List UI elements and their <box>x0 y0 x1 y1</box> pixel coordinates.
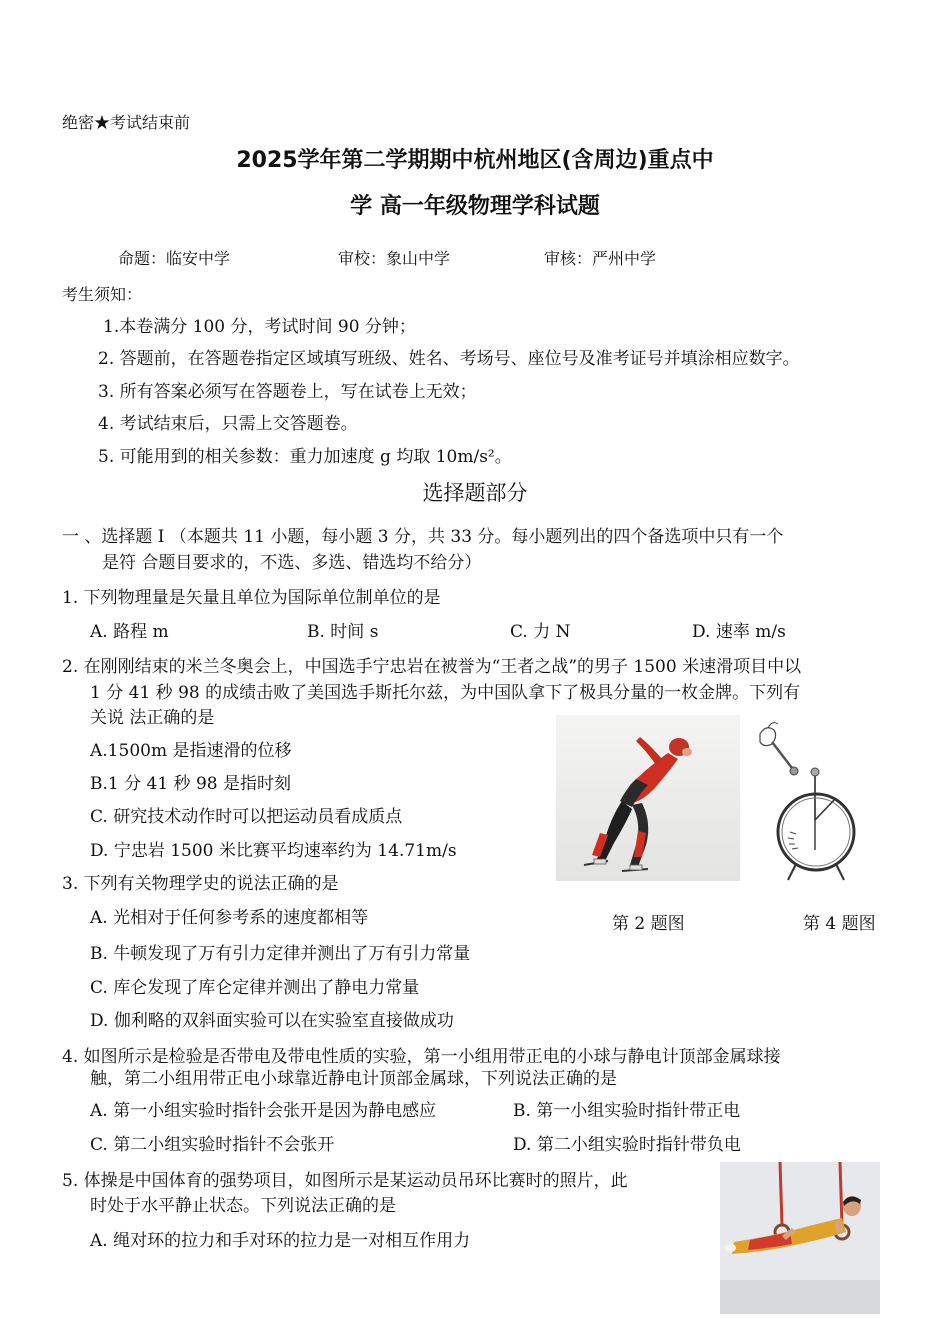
q4-option-d: D. 第二小组实验时指针带负电 <box>513 1135 741 1155</box>
part1-instructions-line1: 一 、选择题 I （本题共 11 小题，每小题 3 分，共 33 分。每小题列出的四个备选项中只有一个 <box>62 527 784 547</box>
q1-stem: 1. 下列物理量是矢量且单位为国际单位制单位的是 <box>62 588 441 608</box>
section-title: 选择题部分 <box>422 481 528 505</box>
q1-option-d: D. 速率 m/s <box>692 622 786 642</box>
q2-option-d: D. 宁忠岩 1500 米比赛平均速率约为 14.71m/s <box>90 841 457 861</box>
q1-option-c: C. 力 N <box>510 622 571 642</box>
exam-title-line2: 学 高一年级物理学科试题 <box>350 194 600 219</box>
credit-proofreader: 审校：象山中学 <box>338 249 451 268</box>
electroscope-diagram <box>752 714 862 884</box>
q4-stem-line2: 触，第二小组用带正电小球靠近静电计顶部金属球，下列说法正确的是 <box>90 1069 617 1089</box>
notice-item-3: 3. 所有答案必须写在答题卷上，写在试卷上无效； <box>98 382 477 402</box>
q3-stem: 3. 下列有关物理学史的说法正确的是 <box>62 874 339 894</box>
fig4-caption: 第 4 题图 <box>803 914 876 934</box>
q2-stem-line1: 2. 在刚刚结束的米兰冬奥会上，中国选手宁忠岩在被誉为“王者之战”的男子 1500 米速滑项目中以 <box>62 657 802 677</box>
notice-item-5: 5. 可能用到的相关参数：重力加速度 g 均取 10m/s²。 <box>98 447 512 467</box>
q4-option-a: A. 第一小组实验时指针会张开是因为静电感应 <box>90 1101 437 1121</box>
q2-option-b: B.1 分 41 秒 98 是指时刻 <box>90 774 291 794</box>
fig2-caption: 第 2 题图 <box>612 914 685 934</box>
q5-stem-line2: 时处于水平静止状态。下列说法正确的是 <box>90 1196 396 1216</box>
notice-item-1: 1.本卷满分 100 分，考试时间 90 分钟； <box>103 317 416 337</box>
q5-stem-line1: 5. 体操是中国体育的强势项目，如图所示是某运动员吊环比赛时的照片，此 <box>62 1171 628 1191</box>
part1-instructions-line2: 是符 合题目要求的，不选、多选、错选均不给分） <box>102 553 482 573</box>
speed-skater-photo <box>556 715 740 881</box>
notice-heading: 考生须知： <box>62 285 143 304</box>
notice-item-4: 4. 考试结束后，只需上交答题卷。 <box>98 414 358 434</box>
q1-option-b: B. 时间 s <box>307 622 379 642</box>
q3-option-b: B. 牛顿发现了万有引力定律并测出了万有引力常量 <box>90 944 471 964</box>
q4-stem-line1: 4. 如图所示是检验是否带电及带电性质的实验，第一小组用带正电的小球与静电计顶部金属球接 <box>62 1047 781 1067</box>
q2-option-c: C. 研究技术动作时可以把运动员看成质点 <box>90 807 403 827</box>
q5-option-a: A. 绳对环的拉力和手对环的拉力是一对相互作用力 <box>90 1231 471 1251</box>
exam-title-line1: 2025学年第二学期期中杭州地区(含周边)重点中 <box>236 148 714 173</box>
q3-option-a: A. 光相对于任何参考系的速度都相等 <box>90 908 369 928</box>
q1-option-a: A. 路程 m <box>90 622 169 642</box>
notice-item-2: 2. 答题前，在答题卷指定区域填写班级、姓名、考场号、座位号及准考证号并填涂相应数字。 <box>98 349 800 369</box>
credit-setter: 命题：临安中学 <box>118 249 231 268</box>
q3-option-c: C. 库仑发现了库仑定律并测出了静电力常量 <box>90 978 420 998</box>
secret-label: 绝密★考试结束前 <box>62 113 191 132</box>
q3-option-d: D. 伽利略的双斜面实验可以在实验室直接做成功 <box>90 1011 454 1031</box>
gymnast-rings-photo <box>720 1162 880 1314</box>
q4-option-b: B. 第一小组实验时指针带正电 <box>513 1101 741 1121</box>
q2-stem-line2: 1 分 41 秒 98 的成绩击败了美国选手斯托尔兹，为中国队拿下了极具分量的一枚金牌。下列有 <box>90 683 801 703</box>
credit-reviewer: 审核：严州中学 <box>544 249 657 268</box>
q4-option-c: C. 第二小组实验时指针不会张开 <box>90 1135 335 1155</box>
q2-option-a: A.1500m 是指速滑的位移 <box>90 741 292 761</box>
q2-stem-line3: 关说 法正确的是 <box>90 708 215 728</box>
